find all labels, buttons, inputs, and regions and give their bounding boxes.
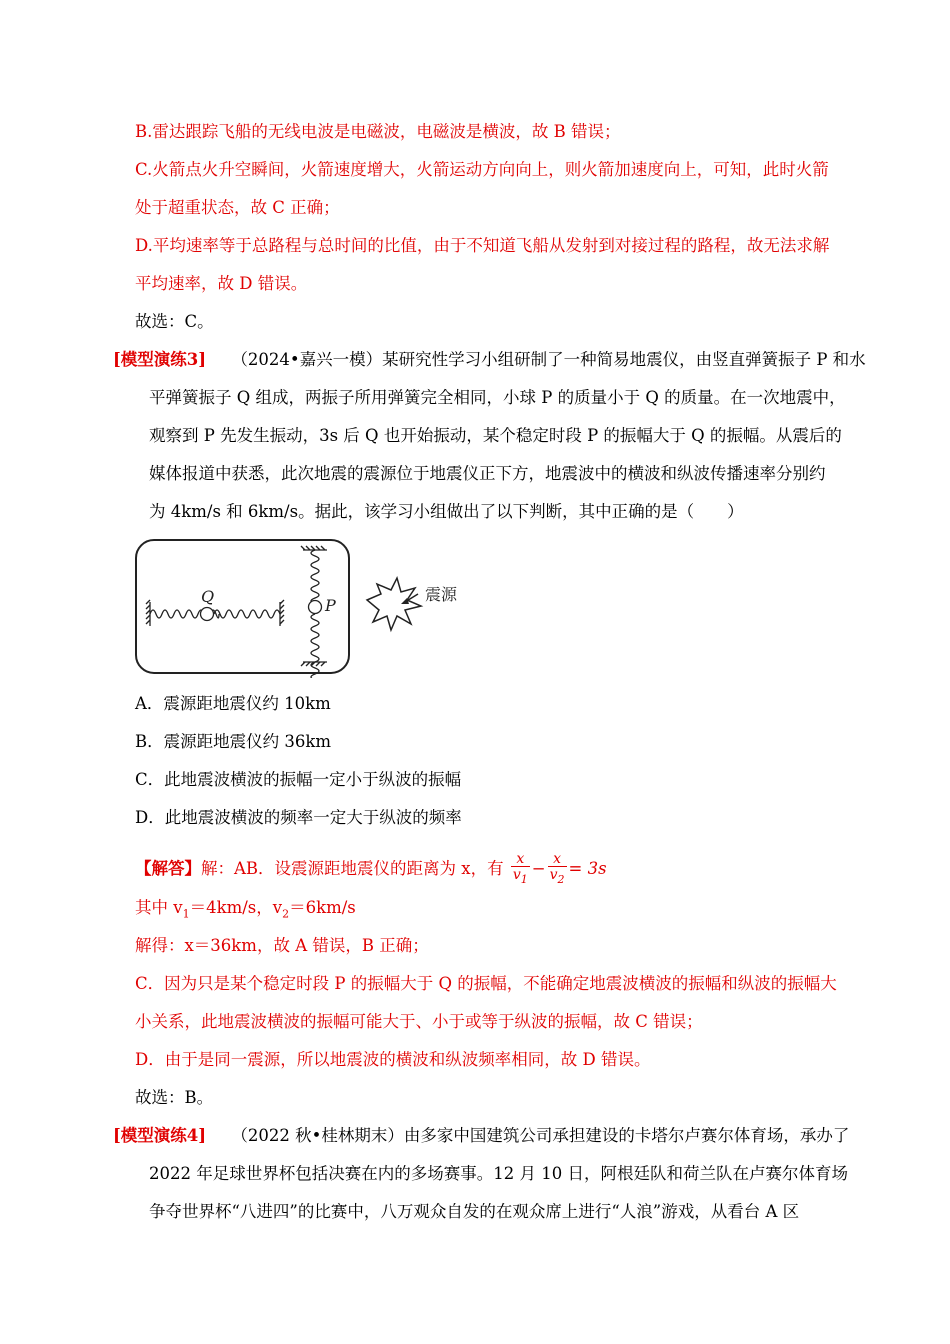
answer-line-d2: 平均速率，故 D 错误。 <box>135 274 308 293</box>
option-c: C．此地震波横波的振幅一定小于纵波的振幅 <box>135 770 462 789</box>
formula-rhs: = 3s <box>568 858 607 878</box>
answer-line-d1: D.平均速率等于总路程与总时间的比值，由于不知道飞船从发射到对接过程的路程，故无法求解 <box>135 236 830 255</box>
problem3-heading <box>113 348 866 372</box>
problem3-line3: 观察到 P 先发生振动，3s 后 Q 也开始振动，某个稳定时段 P 的振幅大于 Q 的振幅。从震后的 <box>149 426 842 445</box>
answer-line-c1: C.火箭点火升空瞬间，火箭速度增大，火箭运动方向向上，则火箭加速度向上，可知，此时火箭 <box>135 160 829 179</box>
option-a: A．震源距地震仪约 10km <box>135 694 331 713</box>
label-q: Q <box>201 587 215 606</box>
problem4-line3: 争夺世界杯“八进四”的比赛中，八万观众自发的在观众席上进行“人浪”游戏，从看台 A 区 <box>149 1202 800 1221</box>
solution-speeds: 其中 $v_1=4km/s$，$v_2=6km/s$ <box>135 898 356 921</box>
option-b: B．震源距地震仪约 36km <box>135 732 332 751</box>
formula-term2: $\frac{x}{v_2}$ <box>549 851 565 886</box>
problem4-line1: （2022 秋•桂林期末）由多家中国建筑公司承担建设的卡塔尔卢赛尔体育场，承办了 <box>231 1126 850 1145</box>
problem3-line5: 为 4km/s 和 6km/s。据此，该学习小组做出了以下判断，其中正确的是（ ） <box>149 502 744 521</box>
label-source: 震源 <box>425 585 458 604</box>
problem4-tag: [模型演练4] <box>113 1126 207 1145</box>
vertical-oscillator-p <box>301 546 327 678</box>
label-p: P <box>325 596 336 615</box>
quake-source-icon <box>367 578 421 630</box>
solution-d: D．由于是同一震源，所以地震波的横波和纵波频率相同，故 D 错误。 <box>135 1050 651 1069</box>
answer-line-b: B.雷达跟踪飞船的无线电波是电磁波，电磁波是横波，故 B 错误； <box>135 122 621 141</box>
answer-choice: 故选：C。 <box>135 312 214 331</box>
solution-intro-text: 解：AB．设震源距地震仪的距离为 x，有 <box>201 858 504 878</box>
problem4-line2: 2022 年足球世界杯包括决赛在内的多场赛事。12 月 10 日，阿根廷队和荷兰队在卢赛尔体育场 <box>149 1164 848 1183</box>
horizontal-oscillator-q <box>146 600 284 626</box>
seismometer-figure <box>135 538 465 678</box>
formula-minus: − <box>531 858 546 878</box>
problem3-line1: （2024•嘉兴一模）某研究性学习小组研制了一种简易地震仪，由竖直弹簧振子 P 和水 <box>231 350 866 369</box>
solution-tag: 【解答】 <box>135 858 201 878</box>
problem3-line2: 平弹簧振子 Q 组成，两振子所用弹簧完全相同，小球 P 的质量小于 Q 的质量。在一次地震中， <box>149 388 846 407</box>
solution-c1: C．因为只是某个稳定时段 P 的振幅大于 Q 的振幅，不能确定地震波横波的振幅和纵波的振幅大 <box>135 974 837 993</box>
solution-c2: 小关系，此地震波横波的振幅可能大于、小于或等于纵波的振幅，故 C 错误； <box>135 1012 703 1031</box>
solution-choice: 故选：B。 <box>135 1088 214 1107</box>
answer-line-c2: 处于超重状态，故 C 正确； <box>135 198 340 217</box>
problem4-heading <box>113 1124 849 1148</box>
solution-distance: 解得：x＝36km，故 A 错误，B 正确； <box>135 936 429 955</box>
problem3-line4: 媒体报道中获悉，此次地震的震源位于地震仪正下方，地震波中的横波和纵波传播速率分别约 <box>149 464 826 483</box>
problem3-tag: [模型演练3] <box>113 350 207 369</box>
formula-term1: $\frac{x}{v_1}$ <box>512 851 528 886</box>
solution-intro <box>135 852 607 887</box>
option-d: D．此地震波横波的频率一定大于纵波的频率 <box>135 808 462 827</box>
